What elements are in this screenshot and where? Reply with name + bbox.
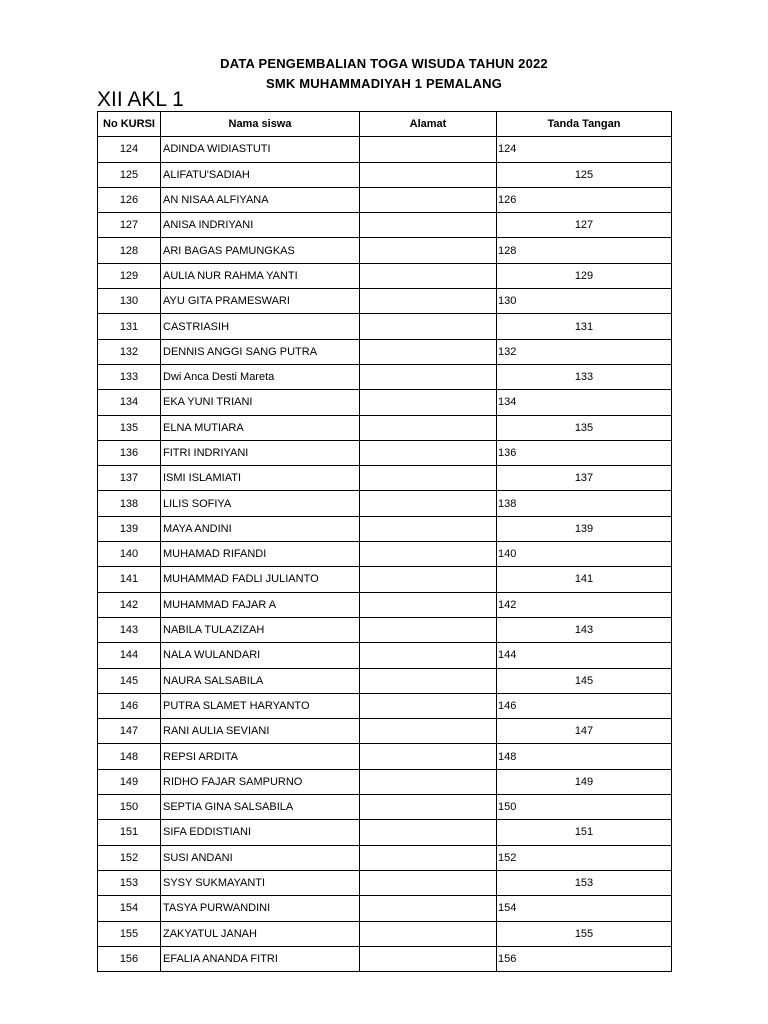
student-name-cell: RIDHO FAJAR SAMPURNO	[161, 769, 360, 794]
school-name: SMK MUHAMMADIYAH 1 PEMALANG	[265, 76, 503, 91]
column-header-tanda-tangan: Tanda Tangan	[497, 112, 672, 137]
address-cell	[360, 187, 497, 212]
table-row	[98, 693, 672, 718]
class-label: XII AKL 1	[97, 88, 184, 111]
address-cell	[360, 263, 497, 288]
address-cell	[360, 415, 497, 440]
table-row	[98, 440, 672, 465]
address-cell	[360, 820, 497, 845]
signature-cell: 155	[497, 921, 672, 946]
address-cell	[360, 314, 497, 339]
table-row	[98, 390, 672, 415]
seat-number-cell: 153	[98, 870, 161, 895]
seat-number-cell: 143	[98, 617, 161, 642]
address-cell	[360, 289, 497, 314]
seat-number-cell: 145	[98, 668, 161, 693]
student-name-cell: Dwi Anca Desti Mareta	[161, 364, 360, 389]
address-cell	[360, 567, 497, 592]
signature-cell: 154	[497, 896, 672, 921]
column-header-no-kursi: No KURSI	[98, 112, 161, 137]
seat-number-cell: 148	[98, 744, 161, 769]
seat-number-cell: 152	[98, 845, 161, 870]
table-header-row	[98, 112, 672, 137]
table-row	[98, 845, 672, 870]
student-name-cell: MAYA ANDINI	[161, 516, 360, 541]
student-name-cell: ISMI ISLAMIATI	[161, 466, 360, 491]
student-name-cell: MUHAMMAD FADLI JULIANTO	[161, 567, 360, 592]
student-name-cell: NALA WULANDARI	[161, 643, 360, 668]
table-row	[98, 643, 672, 668]
signature-cell: 152	[497, 845, 672, 870]
signature-cell: 138	[497, 491, 672, 516]
seat-number-cell: 141	[98, 567, 161, 592]
seat-number-cell: 140	[98, 542, 161, 567]
table-row	[98, 238, 672, 263]
signature-cell: 132	[497, 339, 672, 364]
address-cell	[360, 137, 497, 162]
table-row	[98, 921, 672, 946]
signature-cell: 124	[497, 137, 672, 162]
signature-cell: 125	[497, 162, 672, 187]
seat-number-cell: 126	[98, 187, 161, 212]
table-row	[98, 567, 672, 592]
address-cell	[360, 744, 497, 769]
address-cell	[360, 542, 497, 567]
student-name-cell: REPSI ARDITA	[161, 744, 360, 769]
address-cell	[360, 213, 497, 238]
signature-cell: 127	[497, 213, 672, 238]
table-row	[98, 137, 672, 162]
address-cell	[360, 896, 497, 921]
seat-number-cell: 131	[98, 314, 161, 339]
seat-number-cell: 128	[98, 238, 161, 263]
signature-cell: 131	[497, 314, 672, 339]
signature-cell: 151	[497, 820, 672, 845]
signature-cell: 141	[497, 567, 672, 592]
student-name-cell: ADINDA WIDIASTUTI	[161, 137, 360, 162]
signature-cell: 128	[497, 238, 672, 263]
seat-number-cell: 134	[98, 390, 161, 415]
seat-number-cell: 146	[98, 693, 161, 718]
address-cell	[360, 719, 497, 744]
address-cell	[360, 364, 497, 389]
student-name-cell: SIFA EDDISTIANI	[161, 820, 360, 845]
seat-number-cell: 147	[98, 719, 161, 744]
table-row	[98, 289, 672, 314]
table-row	[98, 592, 672, 617]
address-cell	[360, 643, 497, 668]
student-name-cell: ELNA MUTIARA	[161, 415, 360, 440]
address-cell	[360, 769, 497, 794]
signature-cell: 145	[497, 668, 672, 693]
seat-number-cell: 138	[98, 491, 161, 516]
seat-number-cell: 142	[98, 592, 161, 617]
student-name-cell: AN NISAA ALFIYANA	[161, 187, 360, 212]
address-cell	[360, 592, 497, 617]
seat-number-cell: 136	[98, 440, 161, 465]
student-name-cell: PUTRA SLAMET HARYANTO	[161, 693, 360, 718]
address-cell	[360, 440, 497, 465]
student-name-cell: SYSY SUKMAYANTI	[161, 870, 360, 895]
student-name-cell: SEPTIA GINA SALSABILA	[161, 795, 360, 820]
table-row	[98, 339, 672, 364]
signature-cell: 153	[497, 870, 672, 895]
table-row	[98, 516, 672, 541]
table-row	[98, 491, 672, 516]
signature-cell: 143	[497, 617, 672, 642]
table-row	[98, 187, 672, 212]
student-name-cell: RANI AULIA SEVIANI	[161, 719, 360, 744]
student-name-cell: MUHAMMAD FAJAR A	[161, 592, 360, 617]
seat-number-cell: 144	[98, 643, 161, 668]
seat-number-cell: 139	[98, 516, 161, 541]
table-row	[98, 769, 672, 794]
address-cell	[360, 466, 497, 491]
address-cell	[360, 668, 497, 693]
seat-number-cell: 137	[98, 466, 161, 491]
seat-number-cell: 135	[98, 415, 161, 440]
student-name-cell: EFALIA ANANDA FITRI	[161, 946, 360, 971]
student-name-cell: SUSI ANDANI	[161, 845, 360, 870]
signature-cell: 137	[497, 466, 672, 491]
address-cell	[360, 238, 497, 263]
seat-number-cell: 125	[98, 162, 161, 187]
signature-cell: 146	[497, 693, 672, 718]
seat-number-cell: 151	[98, 820, 161, 845]
signature-cell: 139	[497, 516, 672, 541]
seat-number-cell: 129	[98, 263, 161, 288]
table-row	[98, 719, 672, 744]
address-cell	[360, 870, 497, 895]
address-cell	[360, 617, 497, 642]
student-name-cell: ARI BAGAS PAMUNGKAS	[161, 238, 360, 263]
signature-cell: 149	[497, 769, 672, 794]
seat-number-cell: 130	[98, 289, 161, 314]
signature-cell: 130	[497, 289, 672, 314]
seat-number-cell: 156	[98, 946, 161, 971]
student-name-cell: ALIFATU'SADIAH	[161, 162, 360, 187]
seat-number-cell: 154	[98, 896, 161, 921]
student-name-cell: LILIS SOFIYA	[161, 491, 360, 516]
column-header-alamat: Alamat	[360, 112, 497, 137]
seat-number-cell: 155	[98, 921, 161, 946]
seat-number-cell: 124	[98, 137, 161, 162]
table-row	[98, 213, 672, 238]
address-cell	[360, 162, 497, 187]
seat-number-cell: 132	[98, 339, 161, 364]
signature-cell: 150	[497, 795, 672, 820]
table-row	[98, 795, 672, 820]
student-name-cell: FITRI INDRIYANI	[161, 440, 360, 465]
address-cell	[360, 516, 497, 541]
student-name-cell: EKA YUNI TRIANI	[161, 390, 360, 415]
address-cell	[360, 491, 497, 516]
table-row	[98, 617, 672, 642]
table-row	[98, 162, 672, 187]
signature-cell: 142	[497, 592, 672, 617]
student-name-cell: NAURA SALSABILA	[161, 668, 360, 693]
student-name-cell: ZAKYATUL JANAH	[161, 921, 360, 946]
table-row	[98, 870, 672, 895]
signature-cell: 148	[497, 744, 672, 769]
table-row	[98, 263, 672, 288]
table-row	[98, 415, 672, 440]
address-cell	[360, 693, 497, 718]
signature-cell: 140	[497, 542, 672, 567]
table-row	[98, 466, 672, 491]
attendance-table	[97, 111, 672, 972]
document-title: DATA PENGEMBALIAN TOGA WISUDA TAHUN 2022	[220, 56, 548, 71]
table-row	[98, 364, 672, 389]
address-cell	[360, 339, 497, 364]
signature-cell: 126	[497, 187, 672, 212]
student-name-cell: TASYA PURWANDINI	[161, 896, 360, 921]
signature-cell: 156	[497, 946, 672, 971]
table-body	[98, 137, 672, 972]
seat-number-cell: 127	[98, 213, 161, 238]
table-row	[98, 744, 672, 769]
student-name-cell: AULIA NUR RAHMA YANTI	[161, 263, 360, 288]
signature-cell: 134	[497, 390, 672, 415]
signature-cell: 129	[497, 263, 672, 288]
address-cell	[360, 845, 497, 870]
table-row	[98, 896, 672, 921]
table-row	[98, 542, 672, 567]
student-name-cell: AYU GITA PRAMESWARI	[161, 289, 360, 314]
seat-number-cell: 149	[98, 769, 161, 794]
signature-cell: 135	[497, 415, 672, 440]
signature-cell: 136	[497, 440, 672, 465]
signature-cell: 147	[497, 719, 672, 744]
address-cell	[360, 795, 497, 820]
student-name-cell: MUHAMAD RIFANDI	[161, 542, 360, 567]
student-name-cell: NABILA TULAZIZAH	[161, 617, 360, 642]
address-cell	[360, 390, 497, 415]
column-header-nama-siswa: Nama siswa	[161, 112, 360, 137]
seat-number-cell: 150	[98, 795, 161, 820]
signature-cell: 144	[497, 643, 672, 668]
table-row	[98, 314, 672, 339]
address-cell	[360, 946, 497, 971]
seat-number-cell: 133	[98, 364, 161, 389]
student-name-cell: DENNIS ANGGI SANG PUTRA	[161, 339, 360, 364]
table-row	[98, 668, 672, 693]
address-cell	[360, 921, 497, 946]
table-row	[98, 946, 672, 971]
student-name-cell: ANISA INDRIYANI	[161, 213, 360, 238]
table-row	[98, 820, 672, 845]
signature-cell: 133	[497, 364, 672, 389]
student-name-cell: CASTRIASIH	[161, 314, 360, 339]
